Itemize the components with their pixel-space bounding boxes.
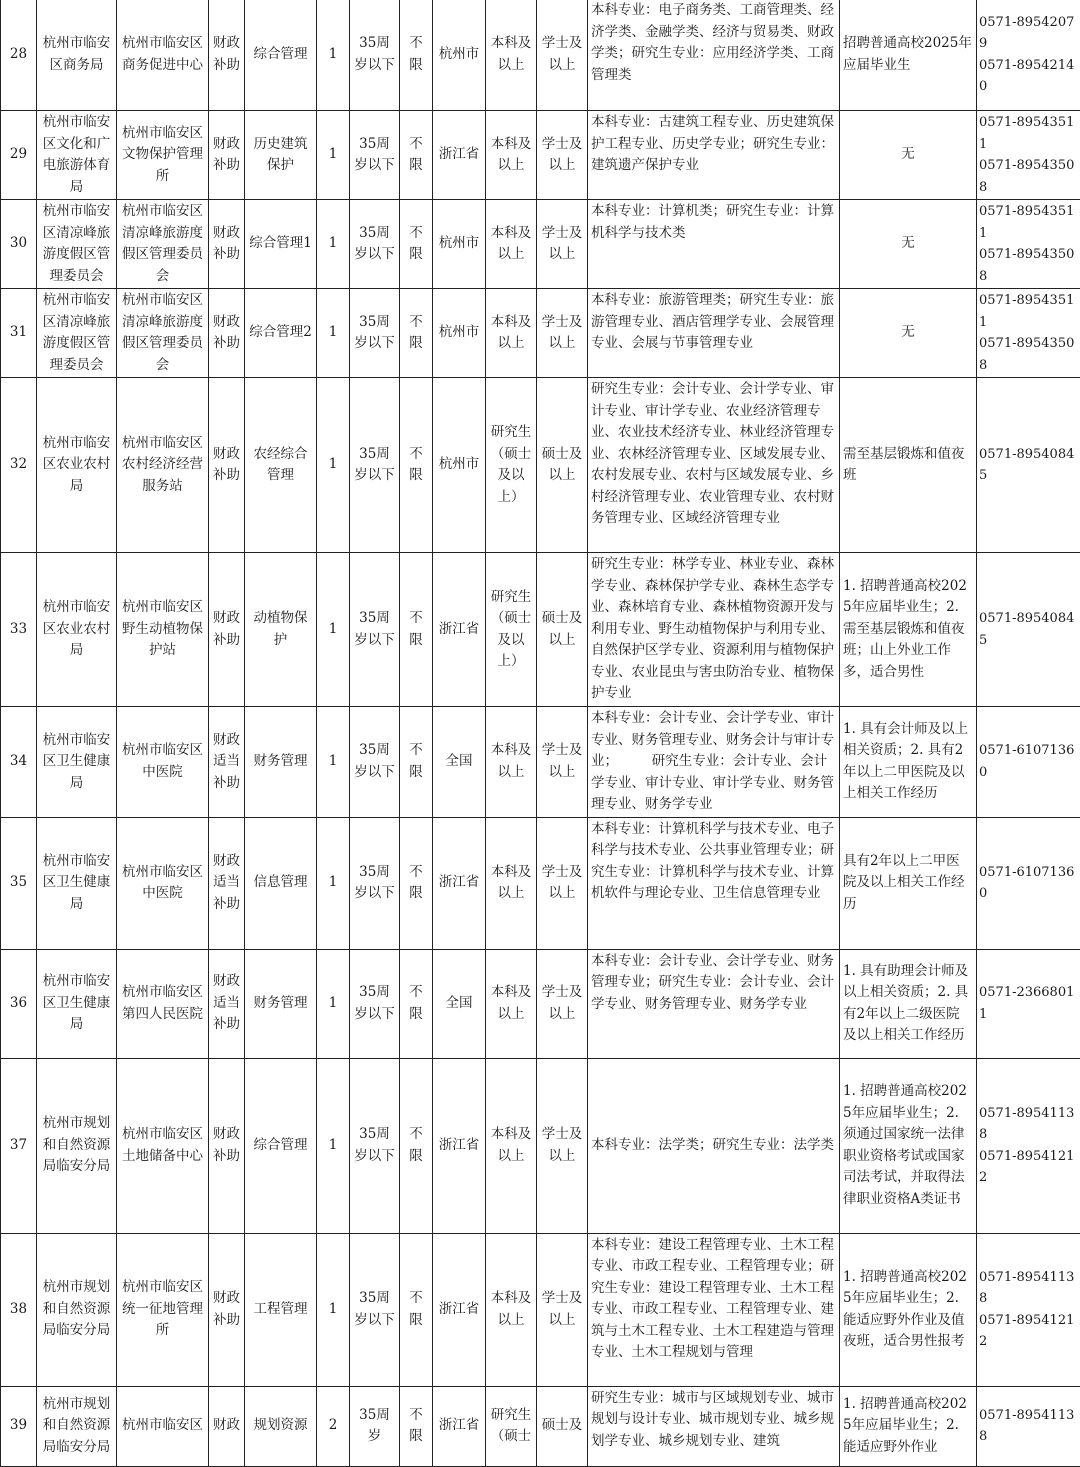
age-limit: 35周岁 — [350, 1386, 400, 1466]
funding-type: 财政补助 — [209, 1233, 245, 1386]
contact-phone — [977, 200, 1080, 289]
household-origin: 浙江省 — [433, 1233, 486, 1386]
funding-type: 财政适当补助 — [209, 817, 245, 949]
education-level: 本科及以上 — [486, 817, 537, 949]
contact-phone — [977, 0, 1080, 111]
degree-level: 硕士及以上 — [537, 553, 588, 707]
phone-line: 0571-89542079 — [979, 12, 1077, 55]
education-level: 本科及以上 — [486, 1233, 537, 1386]
other-requirement: 1. 具有助理会计师及以上相关资质；2. 具有2年以上二级医院及以上相关工作经历 — [840, 949, 977, 1058]
position-name: 历史建筑保护 — [245, 111, 317, 200]
funding-type: 财政适当补助 — [209, 949, 245, 1058]
hire-count: 1 — [317, 378, 350, 553]
phone-line: 0571-89542140 — [979, 55, 1077, 98]
department: 杭州市临安区农业农村局 — [37, 378, 117, 553]
degree-level: 学士及以上 — [537, 0, 588, 111]
position-name: 农经综合管理 — [245, 378, 317, 553]
age-limit: 35周岁以下 — [350, 289, 400, 378]
phone-line: 0571-89541212 — [979, 1146, 1077, 1189]
household-origin: 浙江省 — [433, 1386, 486, 1466]
row-number: 38 — [1, 1233, 37, 1386]
hiring-unit: 杭州市临安区第四人民医院 — [117, 949, 209, 1058]
hiring-unit: 杭州市临安区 — [117, 1386, 209, 1466]
major-requirement: 研究生专业：城市与区域规划专业、城市规划与设计专业、城市规划专业、城乡规划学专业、城乡规划专业、建筑 — [588, 1386, 840, 1466]
gender-limit: 不限 — [400, 1058, 433, 1233]
hire-count: 1 — [317, 949, 350, 1058]
table-row — [1, 378, 1080, 553]
degree-level: 硕士及 — [537, 1386, 588, 1466]
age-limit: 35周岁以下 — [350, 553, 400, 707]
education-level: 本科及以上 — [486, 949, 537, 1058]
phone-line: 0571-89541212 — [979, 1310, 1077, 1353]
household-origin: 浙江省 — [433, 553, 486, 707]
row-number: 31 — [1, 289, 37, 378]
department: 杭州市临安区卫生健康局 — [37, 949, 117, 1058]
education-level: 本科及以上 — [486, 0, 537, 111]
household-origin: 浙江省 — [433, 1058, 486, 1233]
phone-line: 0571-89541138 — [979, 1103, 1077, 1146]
row-number: 28 — [1, 0, 37, 111]
other-requirement: 需至基层锻炼和值夜班 — [840, 378, 977, 553]
row-number: 30 — [1, 200, 37, 289]
major-requirement: 本科专业：电子商务类、工商管理类、经济学类、金融学类、经济与贸易类、财政学类；研究生专业：应用经济学类、工商管理类 — [588, 0, 840, 111]
age-limit: 35周岁以下 — [350, 707, 400, 818]
degree-level: 学士及以上 — [537, 289, 588, 378]
household-origin: 杭州市 — [433, 0, 486, 111]
funding-type: 财政 — [209, 1386, 245, 1466]
table-body — [1, 0, 1080, 1466]
hiring-unit: 杭州市临安区文物保护管理所 — [117, 111, 209, 200]
household-origin: 全国 — [433, 707, 486, 818]
row-number: 39 — [1, 1386, 37, 1466]
position-name: 财务管理 — [245, 949, 317, 1058]
hire-count: 1 — [317, 817, 350, 949]
hiring-unit: 杭州市临安区中医院 — [117, 707, 209, 818]
department: 杭州市临安区卫生健康局 — [37, 707, 117, 818]
contact-phone — [977, 111, 1080, 200]
gender-limit: 不限 — [400, 200, 433, 289]
row-number: 29 — [1, 111, 37, 200]
department: 杭州市临安区卫生健康局 — [37, 817, 117, 949]
major-requirement: 本科专业：古建筑工程专业、历史建筑保护工程专业、历史学专业；研究生专业：建筑遗产保护专业 — [588, 111, 840, 200]
table-row — [1, 200, 1080, 289]
other-requirement: 具有2年以上二甲医院及以上相关工作经历 — [840, 817, 977, 949]
degree-level: 学士及以上 — [537, 1233, 588, 1386]
household-origin: 杭州市 — [433, 200, 486, 289]
department: 杭州市规划和自然资源局临安分局 — [37, 1233, 117, 1386]
contact-phone — [977, 1386, 1080, 1466]
department: 杭州市规划和自然资源局临安分局 — [37, 1386, 117, 1466]
position-name: 综合管理2 — [245, 289, 317, 378]
gender-limit: 不限 — [400, 378, 433, 553]
major-requirement: 本科专业：会计专业、会计学专业、审计专业、财务管理专业、财务会计与审计专业； 研究生专业：会计专业、会计学专业、审计专业、审计学专业、财务管理专业、财务学专业 — [588, 707, 840, 818]
gender-limit: 不限 — [400, 949, 433, 1058]
table-row — [1, 1233, 1080, 1386]
other-requirement: 1. 招聘普通高校2025年应届毕业生；2. 须通过国家统一法律职业资格考试或国家司法考试，并取得法律职业资格A类证书 — [840, 1058, 977, 1233]
contact-phone — [977, 553, 1080, 707]
other-requirement: 招聘普通高校2025年应届毕业生 — [840, 0, 977, 111]
age-limit: 35周岁以下 — [350, 1233, 400, 1386]
other-requirement: 1. 招聘普通高校2025年应届毕业生；2. 需至基层锻炼和值夜班；山上外业工作多，适合男性 — [840, 553, 977, 707]
phone-line: 0571-89543511 — [979, 112, 1077, 155]
contact-phone — [977, 707, 1080, 818]
funding-type: 财政补助 — [209, 0, 245, 111]
position-name: 综合管理 — [245, 1058, 317, 1233]
funding-type: 财政补助 — [209, 378, 245, 553]
age-limit: 35周岁以下 — [350, 200, 400, 289]
education-level: 本科及以上 — [486, 707, 537, 818]
degree-level: 硕士及以上 — [537, 378, 588, 553]
age-limit: 35周岁以下 — [350, 1058, 400, 1233]
position-name: 综合管理1 — [245, 200, 317, 289]
hiring-unit: 杭州市临安区野生动植物保护站 — [117, 553, 209, 707]
hiring-unit: 杭州市临安区农村经济经营服务站 — [117, 378, 209, 553]
funding-type: 财政适当补助 — [209, 707, 245, 818]
table-row — [1, 0, 1080, 111]
gender-limit: 不限 — [400, 289, 433, 378]
hire-count: 2 — [317, 1386, 350, 1466]
contact-phone — [977, 289, 1080, 378]
contact-phone — [977, 817, 1080, 949]
department: 杭州市临安区农业农村局 — [37, 553, 117, 707]
phone-line: 0571-89540845 — [979, 608, 1077, 651]
major-requirement: 本科专业：法学类；研究生专业：法学类 — [588, 1058, 840, 1233]
hire-count: 1 — [317, 1058, 350, 1233]
department: 杭州市临安区文化和广电旅游体育局 — [37, 111, 117, 200]
position-name: 动植物保护 — [245, 553, 317, 707]
table-row — [1, 817, 1080, 949]
hire-count: 1 — [317, 1233, 350, 1386]
age-limit: 35周岁以下 — [350, 949, 400, 1058]
household-origin: 杭州市 — [433, 378, 486, 553]
funding-type: 财政补助 — [209, 200, 245, 289]
phone-line: 0571-89540845 — [979, 444, 1077, 487]
hire-count: 1 — [317, 111, 350, 200]
major-requirement: 本科专业：建设工程管理专业、土木工程专业、市政工程专业、工程管理专业；研究生专业：建设工程管理专业、土木工程专业、市政工程专业、工程管理专业、建筑与土木工程专业、土木工程建造与管理专业、土木工程规划与管理 — [588, 1233, 840, 1386]
phone-line: 0571-89543508 — [979, 244, 1077, 287]
degree-level: 学士及以上 — [537, 200, 588, 289]
major-requirement: 本科专业：计算机类；研究生专业：计算机科学与技术类 — [588, 200, 840, 289]
education-level: 本科及以上 — [486, 289, 537, 378]
age-limit: 35周岁以下 — [350, 0, 400, 111]
degree-level: 学士及以上 — [537, 111, 588, 200]
department: 杭州市临安区清凉峰旅游度假区管理委员会 — [37, 289, 117, 378]
position-name: 信息管理 — [245, 817, 317, 949]
degree-level: 学士及以上 — [537, 817, 588, 949]
row-number: 33 — [1, 553, 37, 707]
other-requirement: 无 — [840, 200, 977, 289]
department: 杭州市规划和自然资源局临安分局 — [37, 1058, 117, 1233]
household-origin: 全国 — [433, 949, 486, 1058]
major-requirement: 本科专业：计算机科学与技术专业、电子科学与技术专业、公共事业管理专业；研究生专业：计算机科学与技术专业、计算机软件与理论专业、卫生信息管理专业 — [588, 817, 840, 949]
household-origin: 浙江省 — [433, 111, 486, 200]
phone-line: 0571-61071360 — [979, 740, 1077, 783]
funding-type: 财政补助 — [209, 111, 245, 200]
phone-line: 0571-89541138 — [979, 1267, 1077, 1310]
funding-type: 财政补助 — [209, 1058, 245, 1233]
age-limit: 35周岁以下 — [350, 817, 400, 949]
age-limit: 35周岁以下 — [350, 111, 400, 200]
row-number: 37 — [1, 1058, 37, 1233]
household-origin: 浙江省 — [433, 817, 486, 949]
hiring-unit: 杭州市临安区土地储备中心 — [117, 1058, 209, 1233]
table-row — [1, 553, 1080, 707]
contact-phone — [977, 949, 1080, 1058]
hiring-unit: 杭州市临安区统一征地管理所 — [117, 1233, 209, 1386]
major-requirement: 研究生专业：林学专业、林业专业、森林学专业、森林保护学专业、森林生态学专业、森林培育专业、森林植物资源开发与利用专业、野生动植物保护与利用专业、自然保护区学专业、资源利用与植物保护专业、农业昆虫与害虫防治专业、植物保护专业 — [588, 553, 840, 707]
hiring-unit: 杭州市临安区商务促进中心 — [117, 0, 209, 111]
hire-count: 1 — [317, 707, 350, 818]
education-level: 研究生（硕士及以上） — [486, 378, 537, 553]
phone-line: 0571-61071360 — [979, 862, 1077, 905]
contact-phone — [977, 378, 1080, 553]
row-number: 36 — [1, 949, 37, 1058]
funding-type: 财政补助 — [209, 289, 245, 378]
position-name: 财务管理 — [245, 707, 317, 818]
major-requirement: 研究生专业：会计专业、会计学专业、审计专业、审计学专业、农业经济管理专业、农业技术经济专业、林业经济管理专业、农林经济管理专业、区域发展专业、农村发展专业、农村与区域发展专业、乡村经济管理专业、农业管理专业、农村财务管理专业、区域经济管理专业 — [588, 378, 840, 553]
phone-line: 0571-89543508 — [979, 155, 1077, 198]
phone-line: 0571-89543511 — [979, 201, 1077, 244]
degree-level: 学士及以上 — [537, 949, 588, 1058]
education-level: 研究生（硕士及以上） — [486, 553, 537, 707]
department: 杭州市临安区清凉峰旅游度假区管理委员会 — [37, 200, 117, 289]
hire-count: 1 — [317, 553, 350, 707]
table-row — [1, 1058, 1080, 1233]
gender-limit: 不限 — [400, 111, 433, 200]
phone-line: 0571-23668011 — [979, 982, 1077, 1025]
hire-count: 1 — [317, 200, 350, 289]
contact-phone — [977, 1233, 1080, 1386]
degree-level: 学士及以上 — [537, 1058, 588, 1233]
education-level: 本科及以上 — [486, 200, 537, 289]
table-row — [1, 707, 1080, 818]
row-number: 35 — [1, 817, 37, 949]
education-level: 研究生（硕士 — [486, 1386, 537, 1466]
major-requirement: 本科专业：旅游管理类；研究生专业：旅游管理专业、酒店管理学专业、会展管理专业、会展与节事管理专业 — [588, 289, 840, 378]
position-name: 规划资源 — [245, 1386, 317, 1466]
hiring-unit: 杭州市临安区清凉峰旅游度假区管理委员会 — [117, 289, 209, 378]
department: 杭州市临安区商务局 — [37, 0, 117, 111]
funding-type: 财政补助 — [209, 553, 245, 707]
other-requirement: 1. 招聘普通高校2025年应届毕业生；2. 能适应野外作业及值夜班，适合男性报考 — [840, 1233, 977, 1386]
gender-limit: 不限 — [400, 1386, 433, 1466]
phone-line: 0571-89541138 — [979, 1405, 1077, 1448]
gender-limit: 不限 — [400, 1233, 433, 1386]
phone-line: 0571-89543511 — [979, 290, 1077, 333]
education-level: 本科及以上 — [486, 1058, 537, 1233]
other-requirement: 1. 具有会计师及以上相关资质；2. 具有2年以上二甲医院及以上相关工作经历 — [840, 707, 977, 818]
other-requirement: 无 — [840, 111, 977, 200]
household-origin: 杭州市 — [433, 289, 486, 378]
hiring-unit: 杭州市临安区中医院 — [117, 817, 209, 949]
education-level: 本科及以上 — [486, 111, 537, 200]
major-requirement: 本科专业：会计专业、会计学专业、财务管理专业；研究生专业：会计专业、会计学专业、财务管理专业、财务学专业 — [588, 949, 840, 1058]
gender-limit: 不限 — [400, 707, 433, 818]
row-number: 32 — [1, 378, 37, 553]
phone-line: 0571-89543508 — [979, 333, 1077, 376]
position-name: 工程管理 — [245, 1233, 317, 1386]
table-row — [1, 949, 1080, 1058]
position-name: 综合管理 — [245, 0, 317, 111]
other-requirement: 1. 招聘普通高校2025年应届毕业生；2. 能适应野外作业 — [840, 1386, 977, 1466]
age-limit: 35周岁以下 — [350, 378, 400, 553]
gender-limit: 不限 — [400, 817, 433, 949]
contact-phone — [977, 1058, 1080, 1233]
table-row — [1, 289, 1080, 378]
table-row — [1, 1386, 1080, 1466]
hiring-unit: 杭州市临安区清凉峰旅游度假区管理委员会 — [117, 200, 209, 289]
row-number: 34 — [1, 707, 37, 818]
hire-count: 1 — [317, 0, 350, 111]
degree-level: 学士及以上 — [537, 707, 588, 818]
other-requirement: 无 — [840, 289, 977, 378]
gender-limit: 不限 — [400, 0, 433, 111]
table-row — [1, 111, 1080, 200]
hire-count: 1 — [317, 289, 350, 378]
gender-limit: 不限 — [400, 553, 433, 707]
